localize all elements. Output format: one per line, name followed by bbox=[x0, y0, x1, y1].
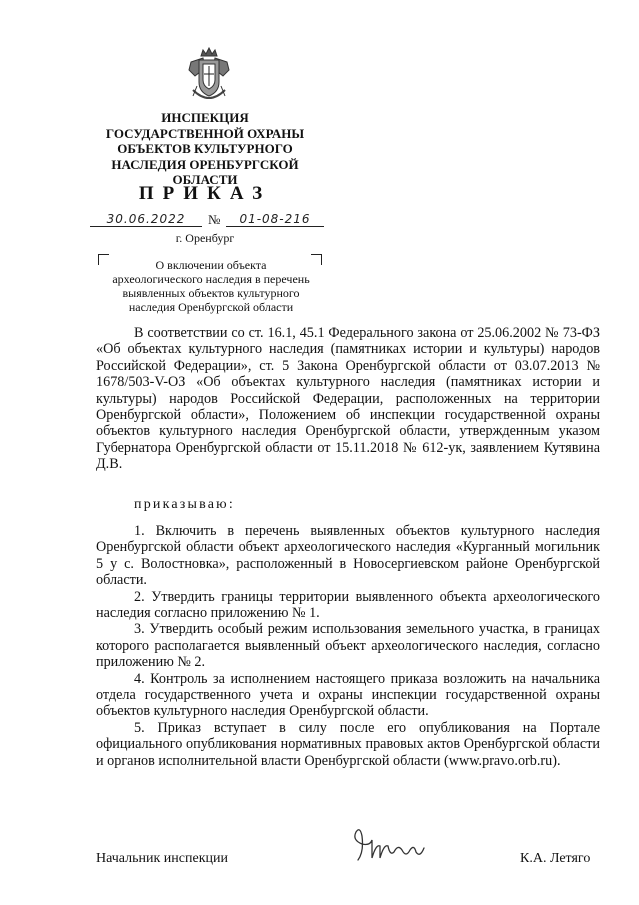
number-sign: № bbox=[208, 212, 221, 227]
preamble-text: В соответствии со ст. 16.1, 45.1 Федерального закона от 25.06.2002 № 73-ФЗ «Об объектах культурного наследия (памятниках истории и культуры) народов Российской Федерации», ст. 5 Закона Оренбургской области от 03.07.2013 № 1678/503-V-ОЗ «Об объектах культурного наследия (памятниках истории и культуры) народов Российской Федерации, расположенных на территории Оренбургской области», Положением об инспекции государственной охраны объектов культурного наследия Оренбургской области, утвержденным указом Губернатора Оренбургской области от 15.11.2018 № 612-ук, заявлением Кутявина Д.В. bbox=[96, 325, 600, 473]
order-item: 2. Утвердить границы территории выявленного объекта археологического наследия согласно приложению № 1. bbox=[96, 588, 600, 622]
organization-line: ОБЪЕКТОВ КУЛЬТУРНОГО bbox=[117, 141, 293, 156]
date-number-row bbox=[88, 212, 328, 230]
order-item: 4. Контроль за исполнением настоящего приказа возложить на начальника отдела государственного учета и охраны инспекции государственной охраны объектов культурного наследия Оренбургской области. bbox=[96, 670, 600, 720]
subject-line: выявленных объектов культурного bbox=[122, 286, 300, 300]
signatory-position: Начальник инспекции bbox=[96, 851, 228, 866]
document-title: ПРИКАЗ bbox=[138, 183, 272, 204]
order-word: приказываю: bbox=[134, 497, 235, 512]
organization-line: НАСЛЕДИЯ ОРЕНБУРГСКОЙ bbox=[111, 156, 299, 172]
organization-line: ГОСУДАРСТВЕННОЙ ОХРАНЫ bbox=[105, 125, 305, 141]
organization-line: ОБЛАСТИ bbox=[172, 172, 238, 187]
subject-line: археологического наследия в перечень bbox=[112, 272, 310, 286]
preamble bbox=[96, 325, 600, 473]
handwritten-signature-icon bbox=[350, 822, 430, 864]
order-item: 5. Приказ вступает в силу после его опубликования на Портале официального опубликования нормативных правовых актов Оренбургской области и органов исполнительной власти Оренбургской области (www.pravo.orb.ru). bbox=[96, 719, 600, 769]
order-item: 1. Включить в перечень выявленных объектов культурного наследия Оренбургской области объект археологического наследия «Курганный могильник 5 у с. Волостновка», расположенный в Новосергиевском районе Оренбургской области. bbox=[96, 523, 600, 589]
order-items bbox=[96, 523, 600, 769]
subject-line: О включении объекта bbox=[155, 258, 267, 272]
order-date: 30.06.2022 bbox=[90, 212, 202, 227]
coat-of-arms-icon bbox=[183, 46, 235, 106]
document-subject bbox=[100, 258, 322, 314]
order-number: 01-08-216 bbox=[226, 212, 324, 227]
organization-line: ИНСПЕКЦИЯ bbox=[161, 110, 249, 125]
signatory-name: К.А. Летяго bbox=[520, 851, 591, 866]
organization-name bbox=[96, 110, 314, 188]
subject-line: наследия Оренбургской области bbox=[128, 300, 294, 314]
order-item: 3. Утвердить особый режим использования земельного участка, в границах которого располагается выявленный объект археологического наследия, согласно приложению № 2. bbox=[96, 621, 600, 671]
city: г. Оренбург bbox=[175, 231, 235, 245]
